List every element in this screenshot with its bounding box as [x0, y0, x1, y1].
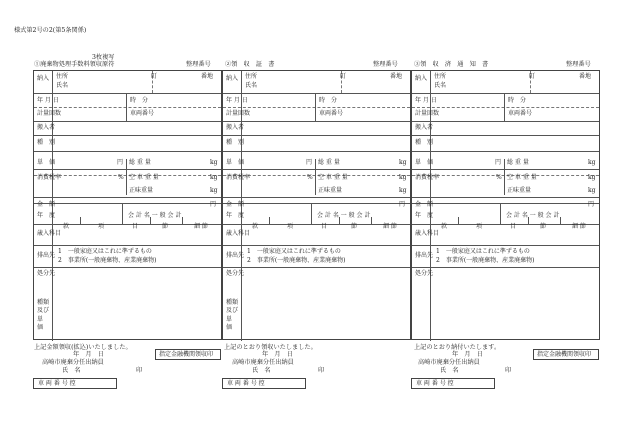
col-moku: 目 [510, 223, 517, 230]
date-label: 年 月 日 [415, 97, 437, 104]
col-kou: 項 [98, 223, 105, 230]
payer-label: 納入 [37, 75, 50, 82]
discharger-opt2: 2 事業所(一般廃棄物、産業廃棄物) [436, 257, 535, 264]
gross-label: 総 重 量 [507, 159, 529, 166]
date-label: 年 月 日 [226, 97, 248, 104]
name-label: 氏名 [245, 82, 258, 89]
col-setsu: 節 [540, 223, 547, 230]
net-label: 正味重量 [129, 187, 154, 194]
tax-label: 消費税率 [226, 174, 251, 181]
kg-unit-3: kg [588, 187, 596, 194]
form1-footer-l4: 氏 名 [62, 367, 81, 374]
unit-price-label: 単 価 [37, 159, 56, 166]
revenue-label: 歳入科目 [37, 230, 62, 237]
col-kan: 款 [441, 223, 448, 230]
col-setsu: 節 [351, 223, 358, 230]
year-label: 年 度 [37, 212, 56, 219]
discharger-opt2: 2 事業所(一般廃棄物、産業廃棄物) [58, 257, 157, 264]
form2-footer-l1: 上記のとおり領収いたしました。 [224, 344, 317, 351]
discharger-label: 排出先 [415, 252, 434, 259]
form2-seal: 印 [318, 367, 325, 374]
disposal-label: 処分先 [226, 270, 245, 277]
kg-unit-2: kg [588, 174, 596, 181]
carrier-label: 搬入者 [37, 124, 56, 131]
unit-price-label: 単 価 [226, 159, 245, 166]
empty-label: 空 車 重 量 [318, 174, 348, 181]
town-label: 町 [529, 73, 536, 80]
empty-label: 空 車 重 量 [507, 174, 537, 181]
col-kan: 款 [63, 223, 70, 230]
net-label: 正味重量 [507, 187, 532, 194]
form1-title: ①廃棄物処理手数料領収原符 [34, 61, 115, 68]
form1-bank-stamp: 指定金融機関領収印 [155, 349, 221, 360]
lot-label: 番地 [579, 73, 592, 80]
town-label: 町 [151, 73, 158, 80]
kg-unit: kg [588, 159, 596, 166]
discharger-opt1: 1 一般家庭又はこれに準ずるもの [247, 248, 341, 255]
type-label: 種 別 [226, 139, 245, 146]
kg-unit-3: kg [210, 187, 218, 194]
col-saisetsu: 細 節 [194, 223, 208, 230]
kg-unit: kg [399, 159, 407, 166]
tax-label: 消費税率 [415, 174, 440, 181]
vehicle-label: 車両番号 [319, 110, 344, 117]
form3-footer-l2: 年 月 日 [452, 351, 483, 358]
form2-title: ②領 収 証 書 [225, 61, 275, 68]
year-label: 年 度 [415, 212, 434, 219]
gross-label: 総 重 量 [129, 159, 151, 166]
yen-unit-2: 円 [210, 201, 217, 208]
address-label: 住所 [434, 73, 447, 80]
discharger-opt2: 2 事業所(一般廃棄物、産業廃棄物) [247, 257, 346, 264]
disposal-label: 処分先 [415, 270, 434, 277]
gross-label: 総 重 量 [318, 159, 340, 166]
address-label: 住所 [245, 73, 258, 80]
yen-unit-2: 円 [588, 201, 595, 208]
pct-unit: % [307, 174, 313, 181]
town-label: 町 [340, 73, 347, 80]
date-label: 年 月 日 [37, 97, 59, 104]
type-label: 種 別 [415, 139, 434, 146]
col-kou: 項 [287, 223, 294, 230]
form3-title: ③領 収 済 通 知 書 [414, 61, 489, 68]
address-label: 住所 [56, 73, 69, 80]
col-setsu: 節 [162, 223, 169, 230]
yen-unit-2: 円 [399, 201, 406, 208]
form-number: 様式第2号の2(第5条関係) [14, 27, 87, 34]
revenue-label: 歳入科目 [415, 230, 440, 237]
form2-footer-l3: 高崎市廃棄分任出納員 [232, 359, 294, 366]
form3-footer-l3: 高崎市廃棄分任出納員 [418, 359, 480, 366]
remarks-label: 種類及び単 価 [37, 299, 50, 332]
account-label: 会 計 名 一 般 会 計 [506, 212, 560, 219]
remarks-label: 種類及び単 価 [226, 299, 239, 332]
empty-label: 空 車 重 量 [129, 174, 159, 181]
col-saisetsu: 細 節 [383, 223, 397, 230]
yen-unit: 円 [495, 159, 502, 166]
name-label: 氏名 [56, 82, 69, 89]
unit-price-label: 単 価 [415, 159, 434, 166]
form3-footer-l4: 氏 名 [440, 367, 459, 374]
carrier-label: 搬入者 [415, 124, 434, 131]
col-kan: 款 [252, 223, 259, 230]
disposal-label: 処分先 [37, 270, 56, 277]
vehicle-label: 車両番号 [130, 110, 155, 117]
count-label: 計量回数 [415, 110, 440, 117]
kg-unit-2: kg [210, 174, 218, 181]
count-label: 計量回数 [226, 110, 251, 117]
col-kou: 項 [476, 223, 483, 230]
net-label: 正味重量 [318, 187, 343, 194]
tax-label: 消費税率 [37, 174, 62, 181]
form2-plate-box: 車 両 番 号 控 [222, 378, 306, 389]
revenue-label: 歳入科目 [226, 230, 251, 237]
discharger-label: 排出先 [226, 252, 245, 259]
pct-unit: % [118, 174, 124, 181]
amount-label: 金 額 [415, 201, 434, 208]
form1-number-label: 整理番号 [186, 61, 211, 68]
payer-label: 納入 [226, 75, 239, 82]
form2-number-label: 整理番号 [373, 61, 398, 68]
yen-unit: 円 [117, 159, 124, 166]
kg-unit-3: kg [399, 187, 407, 194]
account-label: 会 計 名 一 般 会 計 [317, 212, 371, 219]
copies-note: 3枚複写 [92, 54, 115, 61]
col-moku: 目 [321, 223, 328, 230]
col-saisetsu: 細 節 [572, 223, 586, 230]
discharger-opt1: 1 一般家庭又はこれに準ずるもの [436, 248, 530, 255]
type-label: 種 別 [37, 139, 56, 146]
lot-label: 番地 [390, 73, 403, 80]
form3-footer-l1: 上記のとおり納付いたします。 [414, 344, 501, 351]
form1-footer-l1: 上記金額領収(拡込)いたしました。 [34, 344, 132, 351]
account-label: 会 計 名 一 般 会 計 [128, 212, 182, 219]
form2-table [222, 70, 411, 340]
kg-unit: kg [210, 159, 218, 166]
count-label: 計量回数 [37, 110, 62, 117]
form1-plate-box: 車 両 番 号 控 [33, 378, 117, 389]
lot-label: 番地 [201, 73, 214, 80]
form1-seal: 印 [136, 367, 143, 374]
time-label: 時 分 [130, 97, 149, 104]
time-label: 時 分 [508, 97, 527, 104]
form3-number-label: 整理番号 [566, 61, 591, 68]
name-label: 氏名 [434, 82, 447, 89]
vehicle-label: 車両番号 [508, 110, 533, 117]
form3-table [411, 70, 600, 340]
year-label: 年 度 [226, 212, 245, 219]
form3-seal: 印 [505, 367, 512, 374]
form1-table [33, 70, 222, 340]
discharger-label: 排出先 [37, 252, 56, 259]
discharger-opt1: 1 一般家庭又はこれに準ずるもの [58, 248, 152, 255]
time-label: 時 分 [319, 97, 338, 104]
kg-unit-2: kg [399, 174, 407, 181]
form3-bank-stamp: 指定金融機関領収印 [533, 349, 599, 360]
amount-label: 金 額 [226, 201, 245, 208]
pct-unit: % [496, 174, 502, 181]
form1-footer-l2: 年 月 日 [73, 351, 104, 358]
form3-plate-box: 車 両 番 号 控 [411, 378, 495, 389]
form2-footer-l2: 年 月 日 [262, 351, 293, 358]
carrier-label: 搬入者 [226, 124, 245, 131]
payer-label: 納入 [415, 75, 428, 82]
col-moku: 目 [132, 223, 139, 230]
amount-label: 金 額 [37, 201, 56, 208]
form2-footer-l4: 氏 名 [252, 367, 271, 374]
yen-unit: 円 [306, 159, 313, 166]
form1-footer-l3: 高崎市廃棄分任出納員 [42, 359, 104, 366]
